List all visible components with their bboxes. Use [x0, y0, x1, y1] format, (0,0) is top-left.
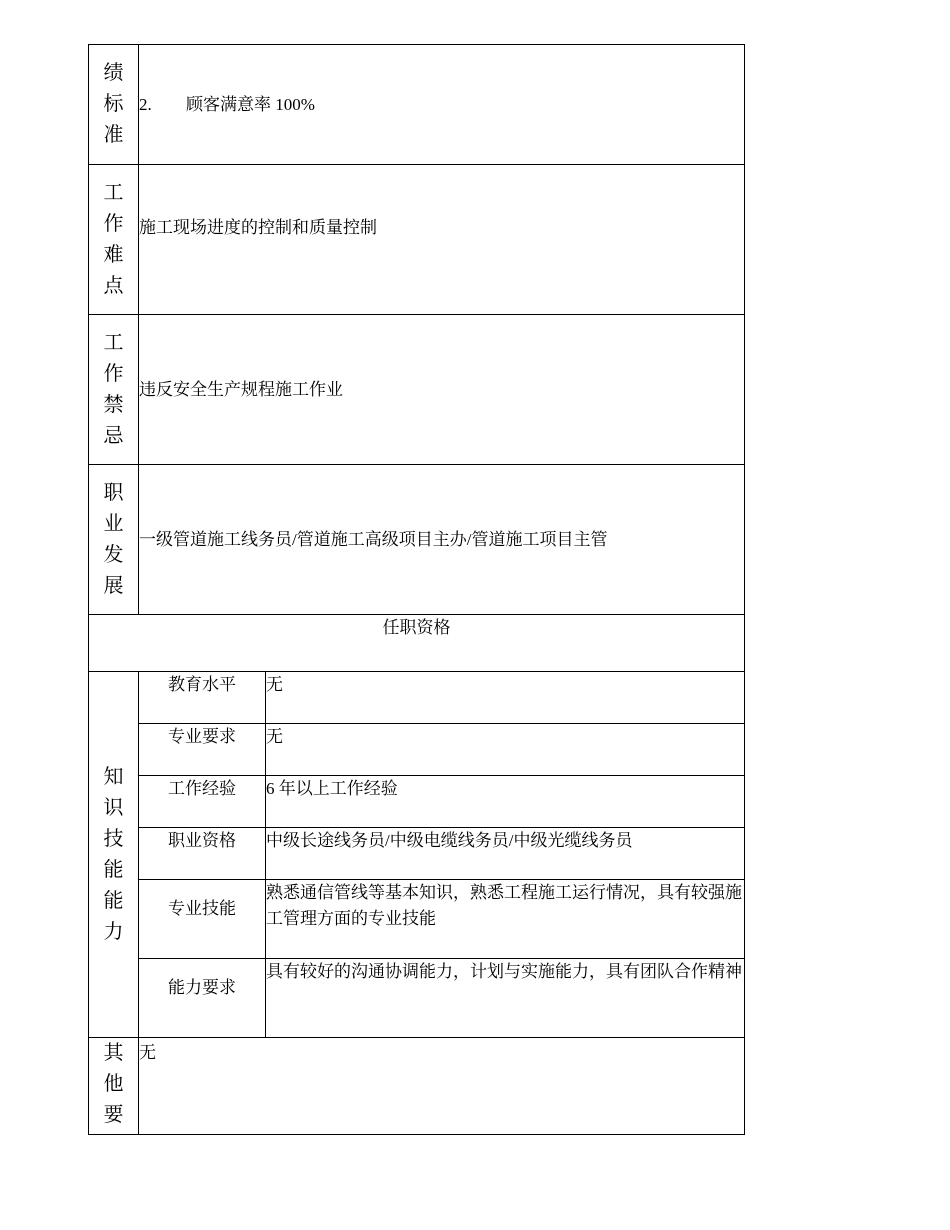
row-section-title [89, 615, 745, 672]
value-ability-requirement: 具有较好的沟通协调能力，计划与实施能力，具有团队合作精神 [266, 959, 745, 1038]
row-performance-standard [89, 45, 745, 165]
value-education-level: 无 [266, 672, 745, 724]
label-performance-standard: 绩标准 [89, 45, 139, 165]
label-knowledge-skills: 知识技能能力 [89, 672, 139, 1038]
performance-text: 顾客满意率 100% [186, 94, 315, 114]
row-other-requirements [89, 1038, 745, 1135]
value-professional-skills: 熟悉通信管线等基本知识，熟悉工程施工运行情况，具有较强施工管理方面的专业技能 [266, 880, 745, 959]
name-work-experience: 工作经验 [139, 776, 266, 828]
label-other-requirements: 其他要 [89, 1038, 139, 1135]
name-professional-skills: 专业技能 [139, 880, 266, 959]
value-work-experience: 6 年以上工作经验 [266, 776, 745, 828]
label-work-difficulty: 工作难点 [89, 165, 139, 315]
name-major-requirement: 专业要求 [139, 724, 266, 776]
value-work-difficulty: 施工现场进度的控制和质量控制 [139, 165, 745, 315]
row-work-difficulty [89, 165, 745, 315]
name-ability-requirement: 能力要求 [139, 959, 266, 1038]
value-performance-standard [139, 45, 745, 165]
value-career-development: 一级管道施工线务员/管道施工高级项目主办/管道施工项目主管 [139, 465, 745, 615]
row-ability-requirement [89, 959, 745, 1038]
row-career-development [89, 465, 745, 615]
row-professional-qualification [89, 828, 745, 880]
row-work-experience [89, 776, 745, 828]
label-career-development: 职业发展 [89, 465, 139, 615]
value-professional-qualification: 中级长途线务员/中级电缆线务员/中级光缆线务员 [266, 828, 745, 880]
row-major-requirement [89, 724, 745, 776]
row-work-taboo [89, 315, 745, 465]
value-major-requirement: 无 [266, 724, 745, 776]
label-work-taboo: 工作禁忌 [89, 315, 139, 465]
row-education-level [89, 672, 745, 724]
value-other-requirements: 无 [139, 1038, 745, 1135]
name-education-level: 教育水平 [139, 672, 266, 724]
name-professional-qualification: 职业资格 [139, 828, 266, 880]
item-number: 2. [139, 94, 152, 114]
job-description-table [88, 44, 745, 1135]
value-work-taboo: 违反安全生产规程施工作业 [139, 315, 745, 465]
section-title-qualifications: 任职资格 [89, 615, 745, 672]
row-professional-skills [89, 880, 745, 959]
